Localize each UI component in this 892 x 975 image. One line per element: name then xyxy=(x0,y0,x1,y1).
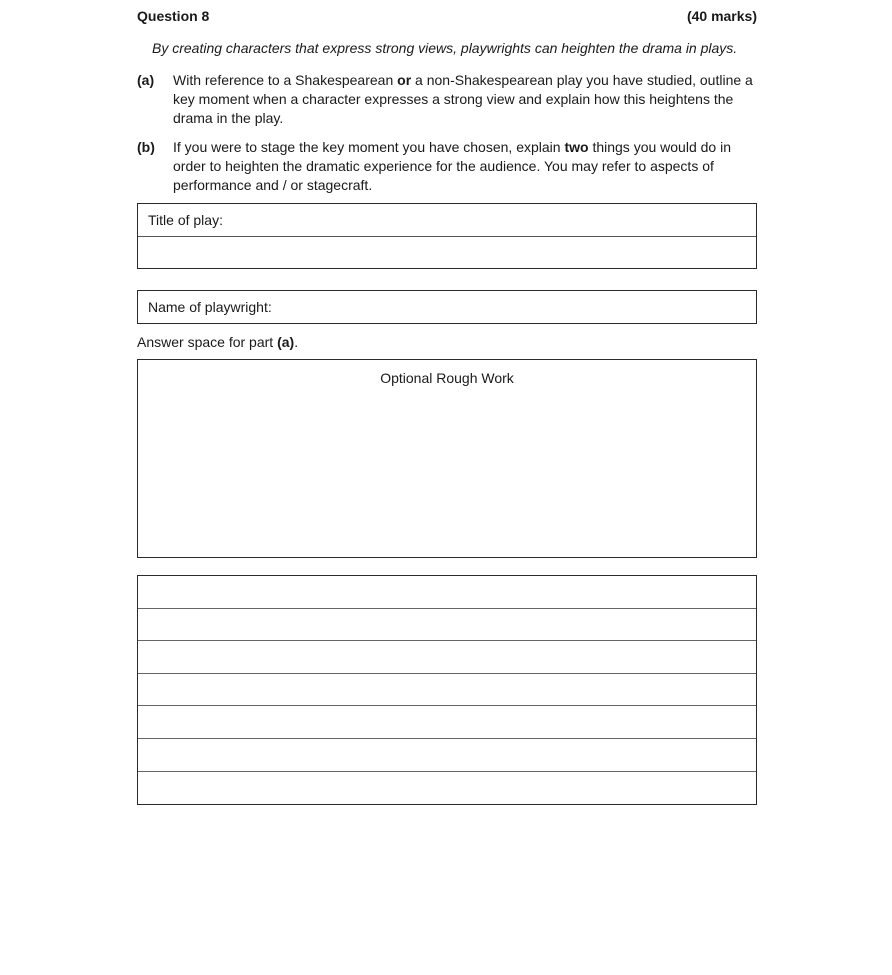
answer-lines-box[interactable] xyxy=(137,575,757,805)
part-a-text xyxy=(173,71,762,128)
part-b-text xyxy=(173,138,762,195)
playwright-box[interactable] xyxy=(137,290,757,324)
part-b-label: (b) xyxy=(137,139,155,155)
rough-work-title: Optional Rough Work xyxy=(380,370,514,386)
question-number: Question 8 xyxy=(137,8,210,24)
title-of-play-label: Title of play: xyxy=(148,212,223,228)
title-of-play-field[interactable] xyxy=(138,236,756,268)
playwright-label: Name of playwright: xyxy=(148,299,272,315)
answer-line[interactable] xyxy=(138,772,756,805)
part-b-text-2: things you would do in order to heighten the dramatic experience for the audience. You may refer to aspects of performance and / or stagecraft. xyxy=(173,139,731,193)
part-a xyxy=(137,71,762,128)
answer-space-label-bold: (a) xyxy=(277,334,295,350)
part-b-text-1: If you were to stage the key moment you have chosen, explain xyxy=(173,139,565,155)
answer-line[interactable] xyxy=(138,609,756,642)
answer-line[interactable] xyxy=(138,674,756,707)
answer-line[interactable] xyxy=(138,706,756,739)
question-stem: By creating characters that express strong views, playwrights can heighten the drama in plays. xyxy=(152,40,738,56)
part-a-text-2: a non-Shakespearean play you have studied, outline a key moment when a character expresses a strong view and explain how this heightens the drama in the play. xyxy=(173,72,753,126)
rough-work-box[interactable] xyxy=(137,359,757,558)
part-b xyxy=(137,138,762,195)
title-of-play-box xyxy=(137,203,757,269)
answer-line[interactable] xyxy=(138,641,756,674)
answer-space-label-1: Answer space for part xyxy=(137,334,278,350)
part-a-label: (a) xyxy=(137,72,155,88)
part-a-text-bold: or xyxy=(397,72,412,88)
answer-space-label xyxy=(137,334,298,350)
answer-space-label-2: . xyxy=(294,334,299,350)
part-b-text-bold: two xyxy=(564,139,589,155)
marks-label: (40 marks) xyxy=(686,8,757,24)
part-a-text-1: With reference to a Shakespearean xyxy=(173,72,398,88)
answer-line[interactable] xyxy=(138,739,756,772)
answer-line[interactable] xyxy=(138,576,756,609)
